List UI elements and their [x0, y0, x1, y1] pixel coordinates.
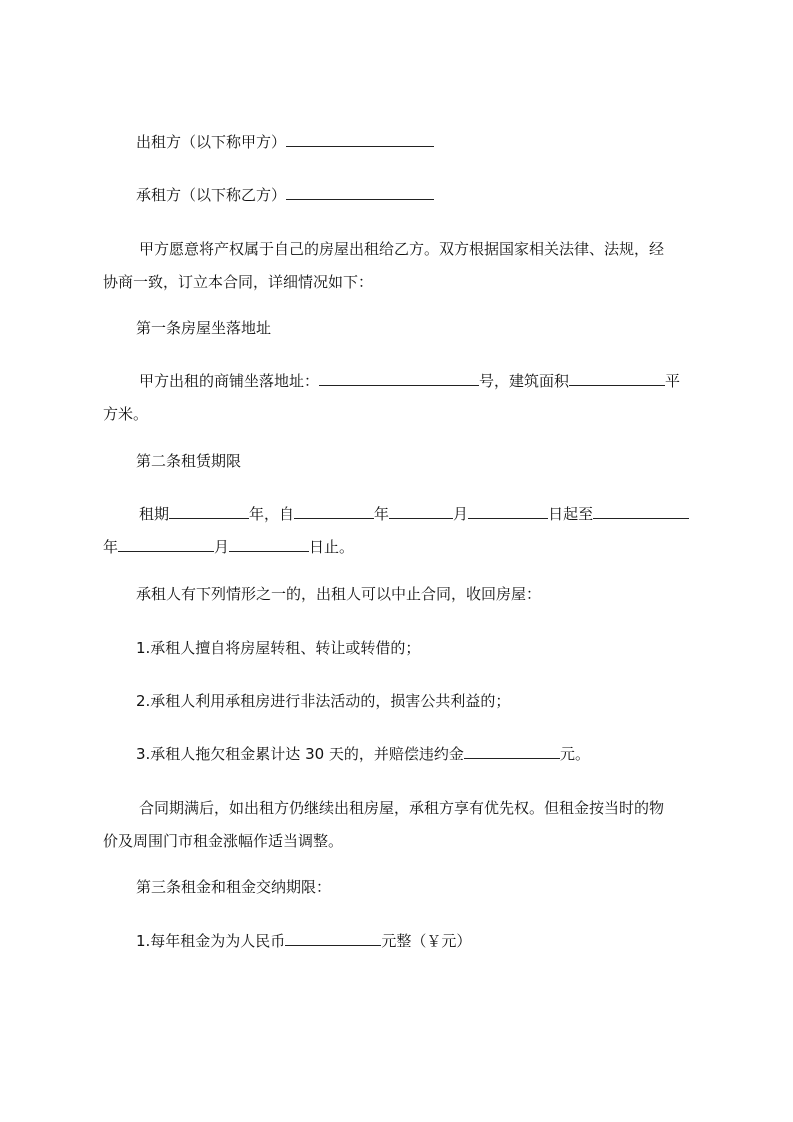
lessor-line — [103, 132, 736, 152]
article1-title: 第一条房屋坐落地址 — [136, 319, 272, 337]
start-month-blank[interactable] — [389, 504, 453, 519]
start-year-blank[interactable] — [294, 504, 374, 519]
start-day-blank[interactable] — [468, 504, 548, 519]
end-month-blank[interactable] — [118, 537, 214, 552]
end-month-label: 月 — [214, 538, 230, 556]
start-month-label: 月 — [453, 505, 469, 523]
item3-unit: 元。 — [559, 745, 590, 763]
term-label: 租期 — [139, 505, 170, 523]
term-from-label: 年，自 — [249, 505, 295, 523]
termination-item-1: 1.承租人擅自将房屋转租、转让或转借的； — [136, 639, 421, 657]
intro-paragraph — [103, 239, 703, 292]
rent-amount-blank[interactable] — [285, 931, 381, 946]
lessee-line — [103, 185, 736, 205]
term-line-2 — [103, 537, 703, 557]
area-blank[interactable] — [569, 371, 665, 386]
article2-title: 第二条租赁期限 — [136, 452, 242, 470]
address-number-label: 号，建筑面积 — [479, 372, 570, 390]
intro-line-1: 甲方愿意将产权属于自己的房屋出租给乙方。双方根据国家相关法律、法规，经 — [139, 240, 665, 258]
end-year-label: 年 — [103, 538, 119, 556]
termination-item-2: 2.承租人利用承租房进行非法活动的，损害公共利益的； — [136, 692, 511, 710]
area-unit-part1: 平 — [665, 372, 681, 390]
renewal-line-2: 价及周围门市租金涨幅作适当调整。 — [103, 832, 344, 850]
renewal-line-1: 合同期满后，如出租方仍继续出租房屋，承租方享有优先权。但租金按当时的物 — [139, 799, 665, 817]
renewal-paragraph — [103, 798, 703, 851]
term-line-1 — [103, 504, 703, 524]
address-label: 甲方出租的商铺坐落地址： — [139, 372, 320, 390]
start-year-label: 年 — [374, 505, 390, 523]
termination-intro: 承租人有下列情形之一的，出租人可以中止合同，收回房屋： — [136, 585, 542, 603]
lessee-name-blank[interactable] — [286, 185, 434, 200]
rent-line — [103, 931, 736, 951]
term-years-blank[interactable] — [169, 504, 249, 519]
end-day-blank[interactable] — [229, 537, 309, 552]
term-paragraph — [103, 504, 703, 557]
lessor-name-blank[interactable] — [286, 132, 434, 147]
article1-paragraph — [103, 371, 703, 424]
lessor-label: 出租方（以下称甲方） — [136, 133, 287, 151]
end-year-blank-a[interactable] — [593, 504, 689, 519]
rent-unit: 元整（￥元） — [381, 932, 472, 950]
rent-label: 1.每年租金为为人民币 — [136, 932, 286, 950]
intro-line-2: 协商一致，订立本合同，详细情况如下： — [103, 273, 374, 291]
item3-text: 3.承租人拖欠租金累计达 30 天的，并赔偿违约金 — [136, 745, 464, 763]
area-unit-part2: 方米。 — [103, 405, 149, 423]
termination-item-3 — [103, 744, 736, 764]
end-day-label: 日止。 — [309, 538, 355, 556]
address-blank[interactable] — [319, 371, 479, 386]
penalty-blank[interactable] — [464, 744, 560, 759]
article3-title: 第三条租金和租金交纳期限： — [136, 878, 332, 896]
address-line — [103, 371, 703, 391]
start-day-label: 日起至 — [548, 505, 594, 523]
lessee-label: 承租方（以下称乙方） — [136, 186, 287, 204]
